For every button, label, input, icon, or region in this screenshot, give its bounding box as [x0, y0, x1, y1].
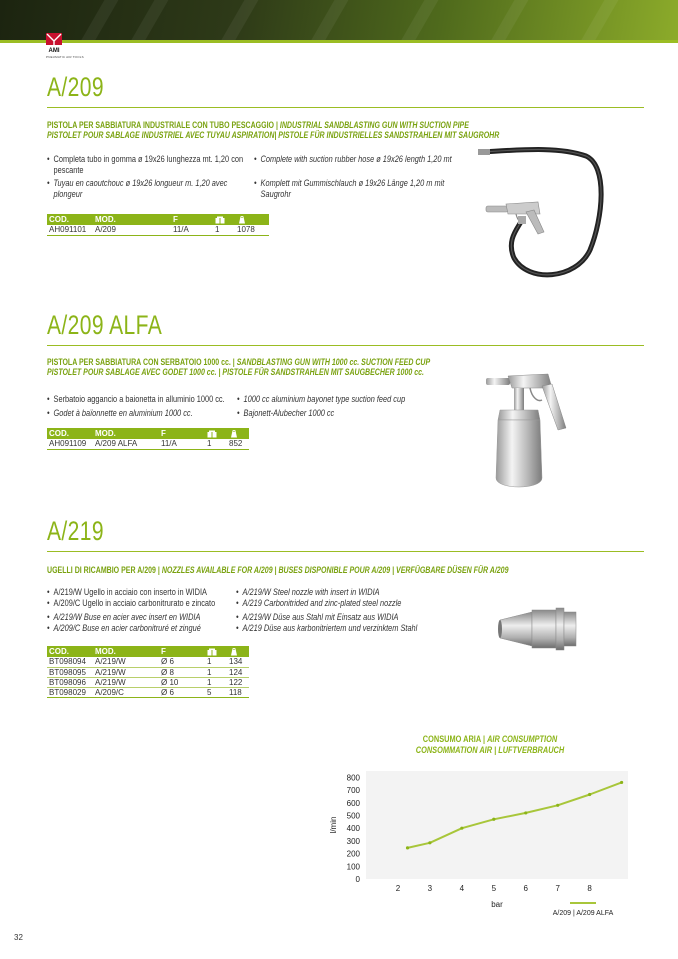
weight-icon — [229, 430, 239, 438]
bullet-item: • A/209/C Ugello in acciaio carbonitrurato e zincato — [47, 598, 236, 609]
col-weight — [235, 214, 269, 225]
data-point — [428, 841, 431, 844]
bullet-item: • Godet à baïonnette en aluminium 1000 cc. — [47, 408, 244, 419]
section-rule — [47, 345, 644, 346]
col-box — [205, 428, 227, 439]
spec-table-a219 — [47, 646, 249, 698]
section-rule — [47, 551, 644, 552]
logo-caption: PNEUMATIC AIR TOOLS — [46, 55, 84, 59]
data-point — [588, 793, 591, 796]
weight-icon — [229, 648, 239, 656]
weight-icon — [237, 216, 247, 224]
y-tick-label: 600 — [346, 798, 360, 808]
bullet-item: • 1000 cc aluminium bayonet type suction feed cup — [237, 394, 434, 405]
product-image-a209 — [478, 138, 608, 288]
section-title-a209: A/209 — [47, 72, 104, 102]
x-tick-label: 2 — [395, 884, 401, 893]
col-box — [213, 214, 235, 225]
y-tick-label: 500 — [346, 811, 360, 821]
col-weight — [227, 646, 249, 657]
section-title-a209-alfa: A/209 ALFA — [47, 310, 163, 340]
bullet-item: • Tuyau en caoutchouc ø 19x26 longueur m. 1,20 avec plongeur — [47, 178, 247, 200]
section-rule — [47, 107, 644, 108]
col-cod: COD. — [47, 214, 93, 225]
data-point — [492, 818, 495, 821]
col-f: F — [171, 214, 213, 225]
x-tick-label: 4 — [459, 884, 465, 893]
bullet-item: • A/219 Düse aus karbonitriertem und verzinktem Stahl — [236, 623, 449, 634]
bullet-item: • A/219/W Buse en acier avec insert en WIDIA — [47, 612, 236, 623]
col-cod: COD. — [47, 428, 93, 439]
box-icon — [215, 216, 225, 224]
col-mod: MOD. — [93, 428, 159, 439]
table-row: AH091109 A/209 ALFA 11/A 1 852 — [47, 439, 249, 449]
bullets-right — [236, 587, 449, 634]
x-tick-label: 5 — [491, 884, 497, 893]
bullets-right — [237, 394, 434, 419]
col-box — [205, 646, 227, 657]
header-band — [0, 0, 678, 40]
chart-title: CONSUMO ARIA | AIR CONSUMPTION CONSOMMATION AIR | LUFTVERBRAUCH — [415, 734, 565, 755]
product-image-a219 — [496, 600, 586, 660]
plot-area — [366, 771, 628, 879]
bullets-right — [254, 154, 467, 200]
data-point — [460, 827, 463, 830]
col-mod: MOD. — [93, 646, 159, 657]
spec-table-a209 — [47, 214, 269, 236]
page-number: 32 — [14, 933, 23, 942]
y-tick-label: 400 — [346, 824, 360, 834]
x-tick-label: 7 — [555, 884, 560, 893]
data-point — [556, 804, 559, 807]
bullet-item: • A/219 Carbonitrided and zinc-plated steel nozzle — [236, 598, 449, 609]
y-tick-label: 0 — [355, 875, 360, 884]
y-axis-label: l/min — [329, 816, 338, 834]
box-icon — [207, 648, 217, 656]
y-tick-label: 200 — [346, 849, 360, 859]
section-subtitle: UGELLI DI RICAMBIO PER A/209 | NOZZLES AVAILABLE FOR A/209 | BUSES DISPONIBLE POUR A/209 | VERFÜGBARE DÜSEN FÜR A/209 — [47, 565, 509, 575]
data-point — [406, 846, 409, 849]
col-weight — [227, 428, 249, 439]
bullets-left — [47, 154, 247, 200]
col-mod: MOD. — [93, 214, 171, 225]
svg-text:AMI: AMI — [48, 48, 60, 53]
table-row: BT098095 A/219/W Ø 8 1 124 — [47, 667, 249, 677]
bullet-item: • A/219/W Ugello in acciaio con inserto in WIDIA — [47, 587, 236, 598]
product-image-a209-alfa — [486, 370, 601, 495]
data-point — [620, 781, 623, 784]
table-row: AH091101 A/209 11/A 1 1078 — [47, 225, 269, 235]
bullets-left — [47, 394, 244, 419]
spec-table-a209-alfa — [47, 428, 249, 450]
bullet-item: • Completa tubo in gomma ø 19x26 lunghezza mt. 1,20 con pescante — [47, 154, 247, 176]
legend-label: A/209 | A/209 ALFA — [552, 910, 614, 917]
y-tick-label: 800 — [346, 773, 360, 783]
bullet-item: • Complete with suction rubber hose ø 19x26 length 1,20 mt — [254, 154, 467, 165]
x-tick-label: 3 — [427, 884, 433, 893]
x-tick-label: 6 — [523, 884, 528, 893]
brand-logo-icon — [46, 33, 62, 53]
box-icon — [207, 430, 217, 438]
section-subtitle: PISTOLA PER SABBIATURA INDUSTRIALE CON TUBO PESCAGGIO | INDUSTRIAL SANDBLASTING GUN WITH SUCTION PIPE PISTOLET POUR SABLAGE INDUSTRIEL AVEC TUYAU ASPIRATION| PISTOLE FÜR INDUSTRIELLES SANDSTRAHLEN MIT SAUGROHR — [47, 120, 500, 140]
bullet-item: • Serbatoio aggancio a baionetta in alluminio 1000 cc. — [47, 394, 244, 405]
col-f: F — [159, 646, 205, 657]
table-row: BT098094 A/219/W Ø 6 1 134 — [47, 657, 249, 667]
col-cod: COD. — [47, 646, 93, 657]
bullet-item: • A/219/W Düse aus Stahl mit Einsatz aus WIDIA — [236, 612, 449, 623]
table-row: BT098029 A/209/C Ø 6 5 118 — [47, 687, 249, 697]
section-title-a219: A/219 — [47, 516, 104, 546]
header-rule — [0, 40, 678, 43]
y-tick-label: 700 — [346, 786, 360, 796]
bullet-item: • A/209/C Buse en acier carbonitruré et zingué — [47, 623, 236, 634]
section-subtitle: PISTOLA PER SABBIATURA CON SERBATOIO 1000 cc. | SANDBLASTING GUN WITH 1000 cc. SUCTION FEED CUP PISTOLET POUR SABLAGE AVEC GODET 1000 cc. | PISTOLE FÜR SANDSTRAHLEN MIT SAUGBECHER 1000 cc. — [47, 357, 431, 377]
x-tick-label: 8 — [587, 884, 592, 893]
air-consumption-chart — [320, 765, 640, 925]
bullet-item: • Bajonett-Alubecher 1000 cc — [237, 408, 434, 419]
y-tick-label: 300 — [346, 836, 360, 846]
data-point — [524, 811, 527, 814]
x-axis-label: bar — [491, 900, 503, 909]
bullet-item: • Komplett mit Gummischlauch ø 19x26 Länge 1,20 m mit Saugrohr — [254, 178, 467, 200]
table-row: BT098096 A/219/W Ø 10 1 122 — [47, 677, 249, 687]
bullet-item: • A/219/W Steel nozzle with insert in WIDIA — [236, 587, 449, 598]
y-tick-label: 100 — [346, 862, 360, 872]
col-f: F — [159, 428, 205, 439]
bullets-left — [47, 587, 236, 634]
